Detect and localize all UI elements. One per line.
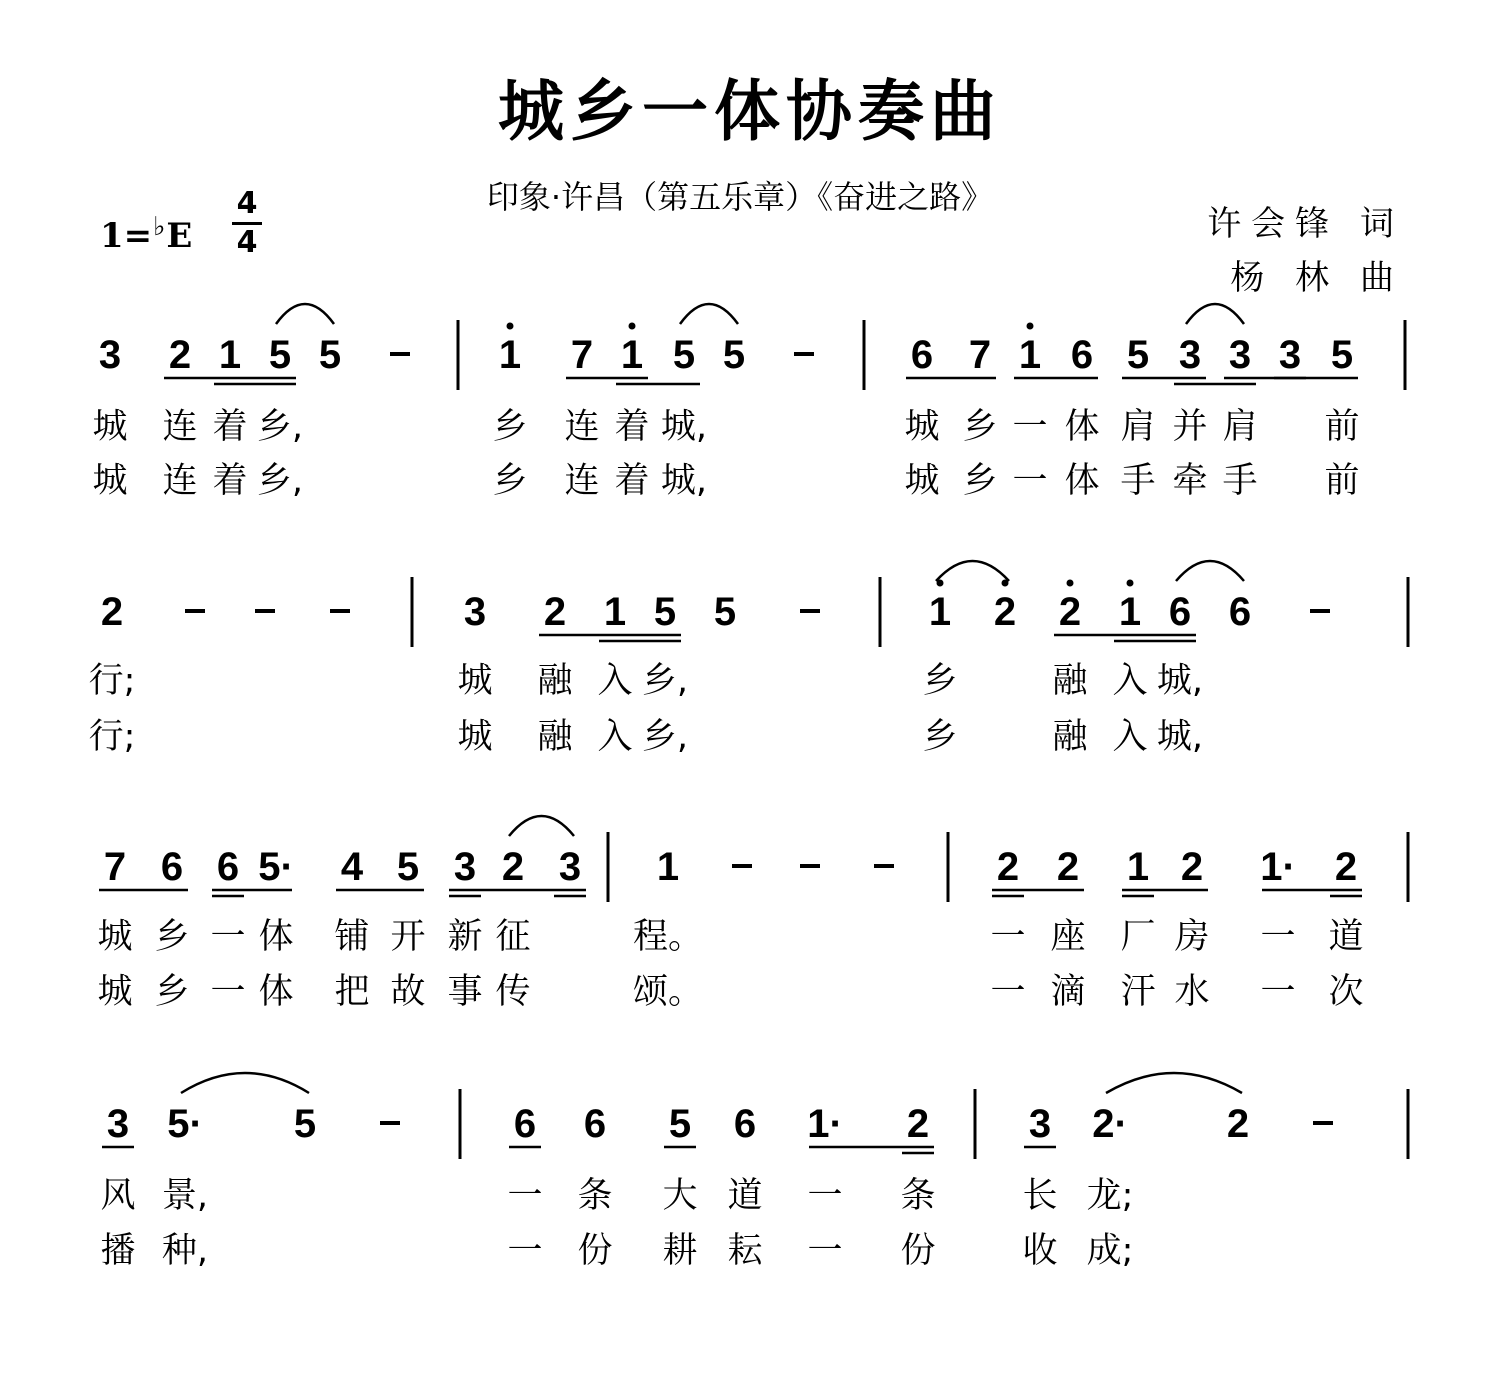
- lyric-verse1: 风: [100, 1176, 136, 1216]
- note: 7: [968, 333, 992, 377]
- lyric-verse2: 滴: [1050, 972, 1086, 1012]
- slur: [680, 304, 738, 324]
- lyric-verse1: 厂: [1120, 917, 1156, 957]
- lyric-verse1: 程。: [632, 917, 704, 957]
- lyric-verse1: 景,: [161, 1176, 209, 1216]
- note: 7: [570, 333, 594, 377]
- lyric-verse2: 城,: [1156, 717, 1204, 757]
- lyric-verse2: 连: [162, 461, 198, 501]
- note: 6: [1070, 333, 1094, 377]
- lyric-verse2: 城: [92, 461, 128, 501]
- note: 5: [672, 333, 696, 377]
- note: 6: [160, 845, 184, 889]
- lyric-verse1: 城,: [660, 407, 708, 447]
- note: 2: [543, 590, 567, 634]
- slur: [1176, 561, 1244, 581]
- lyric-verse1: 条: [900, 1176, 936, 1216]
- lyric-verse2: 收: [1022, 1231, 1058, 1271]
- note: 1: [656, 845, 680, 889]
- lyric-verse2: 事: [447, 972, 483, 1012]
- note: 2·: [1092, 1102, 1128, 1146]
- song-subtitle: 印象·许昌（第五乐章）《奋进之路》: [486, 178, 994, 216]
- note: 3: [463, 590, 487, 634]
- lyric-verse2: 乡: [154, 972, 190, 1012]
- note: 1·: [807, 1102, 843, 1146]
- lyric-verse2: 一: [1012, 461, 1048, 501]
- lyric-verse2: 种,: [161, 1231, 209, 1271]
- lyric-verse1: 一: [210, 917, 246, 957]
- note: 6: [910, 333, 934, 377]
- lyric-verse2: 乡,: [641, 717, 689, 757]
- slur: [276, 304, 334, 324]
- time-signature-bottom: 4: [236, 225, 258, 260]
- note: 6: [583, 1102, 607, 1146]
- octave-dot-above: [507, 323, 514, 330]
- song-title: 城乡一体协奏曲: [498, 73, 1002, 150]
- lyric-verse1: 乡,: [641, 661, 689, 701]
- lyric-verse1: 铺: [334, 917, 370, 957]
- note: 1: [218, 333, 242, 377]
- lyric-verse1: 着: [212, 407, 248, 447]
- lyric-verse2: 行;: [88, 717, 136, 757]
- lyric-verse1: 城: [457, 661, 493, 701]
- note: 5: [318, 333, 342, 377]
- note: 1: [1118, 590, 1142, 634]
- lyric-verse2: 份: [577, 1231, 613, 1271]
- note: 2: [100, 590, 124, 634]
- note: 2: [168, 333, 192, 377]
- note: 5: [1126, 333, 1150, 377]
- note: 1: [1126, 845, 1150, 889]
- note: 1: [620, 333, 644, 377]
- note: 6: [216, 845, 240, 889]
- lyric-verse1: 开: [390, 917, 426, 957]
- lyric-verse2: 一: [507, 1231, 543, 1271]
- note: 1: [928, 590, 952, 634]
- note: 4: [340, 845, 364, 889]
- lyric-verse2: 前: [1324, 461, 1360, 501]
- lyric-verse2: 水: [1174, 972, 1210, 1012]
- lyric-verse1: 城: [92, 407, 128, 447]
- lyric-verse1: 城,: [1156, 661, 1204, 701]
- lyric-verse1: 入: [1112, 661, 1148, 701]
- lyric-verse2: 颂。: [632, 972, 704, 1012]
- slur: [509, 816, 574, 836]
- note: 5: [268, 333, 292, 377]
- note: 2: [1334, 845, 1358, 889]
- lyric-verse2: 耕: [662, 1231, 698, 1271]
- slur: [1186, 304, 1244, 324]
- lyric-verse1: 乡: [492, 407, 528, 447]
- lyric-verse2: 汗: [1120, 972, 1156, 1012]
- octave-dot-above: [1127, 580, 1134, 587]
- lyric-verse1: 一: [507, 1176, 543, 1216]
- note: 2: [996, 845, 1020, 889]
- lyric-verse1: 乡: [154, 917, 190, 957]
- lyric-verse2: 乡: [492, 461, 528, 501]
- note: 3: [106, 1102, 130, 1146]
- lyric-verse2: 次: [1328, 972, 1364, 1012]
- note: 6: [513, 1102, 537, 1146]
- lyric-verse2: 着: [614, 461, 650, 501]
- note: 2: [1180, 845, 1204, 889]
- note: 2: [1058, 590, 1082, 634]
- lyric-verse2: 乡: [922, 717, 958, 757]
- note: 2: [1226, 1102, 1250, 1146]
- lyric-verse2: 融: [1052, 717, 1088, 757]
- note: 5·: [167, 1102, 203, 1146]
- note: 2: [993, 590, 1017, 634]
- lyric-verse1: 体: [1064, 407, 1100, 447]
- lyric-verse2: 传: [495, 972, 531, 1012]
- note: 1·: [1260, 845, 1296, 889]
- time-signature-top: 4: [236, 186, 258, 221]
- note: 3: [1178, 333, 1202, 377]
- note: 5: [1330, 333, 1354, 377]
- note: 3: [1278, 333, 1302, 377]
- note: 6: [733, 1102, 757, 1146]
- note: 1: [603, 590, 627, 634]
- note: 3: [453, 845, 477, 889]
- lyric-verse1: 条: [577, 1176, 613, 1216]
- slur: [181, 1073, 309, 1093]
- lyric-verse1: 道: [1328, 917, 1364, 957]
- lyric-verse1: 城: [97, 917, 133, 957]
- lyric-verse2: 入: [1112, 717, 1148, 757]
- lyric-verse1: 行;: [88, 661, 136, 701]
- note: 5·: [258, 845, 294, 889]
- note: 7: [103, 845, 127, 889]
- lyric-verse2: 把: [334, 972, 370, 1012]
- lyric-verse1: 融: [1052, 661, 1088, 701]
- note: 5: [293, 1102, 317, 1146]
- lyric-verse1: 肩: [1222, 407, 1258, 447]
- lyric-verse1: 大: [662, 1176, 698, 1216]
- lyric-verse2: 一: [990, 972, 1026, 1012]
- lyric-verse1: 着: [614, 407, 650, 447]
- lyric-verse2: 播: [100, 1231, 136, 1271]
- lyric-verse2: 乡,: [256, 461, 304, 501]
- lyric-verse1: 一: [990, 917, 1026, 957]
- note: 1: [498, 333, 522, 377]
- lyric-verse2: 一: [807, 1231, 843, 1271]
- note: 6: [1228, 590, 1252, 634]
- note: 2: [906, 1102, 930, 1146]
- note: 5: [668, 1102, 692, 1146]
- lyric-verse1: 新: [447, 917, 483, 957]
- lyric-verse1: 一: [1260, 917, 1296, 957]
- lyric-verse1: 连: [162, 407, 198, 447]
- flat-symbol: ♭: [153, 212, 166, 242]
- lyric-verse2: 体: [1064, 461, 1100, 501]
- lyric-verse2: 入: [597, 717, 633, 757]
- lyric-verse1: 一: [1012, 407, 1048, 447]
- octave-dot-above: [629, 323, 636, 330]
- lyric-verse2: 城: [457, 717, 493, 757]
- note: 5: [722, 333, 746, 377]
- note: 3: [1228, 333, 1252, 377]
- lyric-verse2: 体: [258, 972, 294, 1012]
- note: 3: [558, 845, 582, 889]
- lyric-verse1: 融: [537, 661, 573, 701]
- note: 3: [98, 333, 122, 377]
- note: 6: [1168, 590, 1192, 634]
- octave-dot-above: [1027, 323, 1034, 330]
- lyric-verse2: 着: [212, 461, 248, 501]
- lyric-verse2: 城: [97, 972, 133, 1012]
- lyric-verse2: 成;: [1086, 1231, 1134, 1271]
- lyric-verse1: 乡: [922, 661, 958, 701]
- lyric-verse1: 座: [1050, 917, 1086, 957]
- octave-dot-above: [1067, 580, 1074, 587]
- lyric-verse1: 征: [495, 917, 531, 957]
- note: 1: [1018, 333, 1042, 377]
- note: 5: [653, 590, 677, 634]
- note: 2: [501, 845, 525, 889]
- note: 2: [1056, 845, 1080, 889]
- lyric-verse1: 道: [727, 1176, 763, 1216]
- lyric-verse1: 连: [564, 407, 600, 447]
- note: 5: [396, 845, 420, 889]
- lyric-verse2: 一: [210, 972, 246, 1012]
- lyric-verse1: 房: [1174, 917, 1210, 957]
- lyric-verse2: 手: [1222, 461, 1258, 501]
- lyric-verse2: 一: [1260, 972, 1296, 1012]
- lyric-verse2: 份: [900, 1231, 936, 1271]
- lyric-verse1: 一: [807, 1176, 843, 1216]
- composer-credit: 杨 林 曲: [1230, 258, 1404, 298]
- lyric-verse2: 城,: [660, 461, 708, 501]
- slur: [936, 561, 1009, 581]
- note: 5: [713, 590, 737, 634]
- lyric-verse1: 体: [258, 917, 294, 957]
- lyric-verse1: 并: [1172, 407, 1208, 447]
- note: 3: [1028, 1102, 1052, 1146]
- lyric-verse1: 乡,: [256, 407, 304, 447]
- lyric-verse2: 牵: [1172, 461, 1208, 501]
- slur: [1106, 1073, 1242, 1093]
- key-note: E: [166, 216, 193, 256]
- lyric-verse2: 故: [390, 972, 426, 1012]
- lyric-verse2: 乡: [962, 461, 998, 501]
- lyric-verse1: 长: [1022, 1176, 1058, 1216]
- lyricist-credit: 许会锋 词: [1207, 204, 1404, 244]
- lyric-verse1: 肩: [1120, 407, 1156, 447]
- lyric-verse2: 连: [564, 461, 600, 501]
- lyric-verse1: 城: [904, 407, 940, 447]
- lyric-verse1: 乡: [962, 407, 998, 447]
- lyric-verse2: 城: [904, 461, 940, 501]
- lyric-verse1: 入: [597, 661, 633, 701]
- key-prefix: 1=: [100, 216, 153, 256]
- lyric-verse2: 手: [1120, 461, 1156, 501]
- lyric-verse2: 耘: [727, 1231, 763, 1271]
- lyric-verse2: 融: [537, 717, 573, 757]
- lyric-verse1: 前: [1324, 407, 1360, 447]
- lyric-verse1: 龙;: [1086, 1176, 1134, 1216]
